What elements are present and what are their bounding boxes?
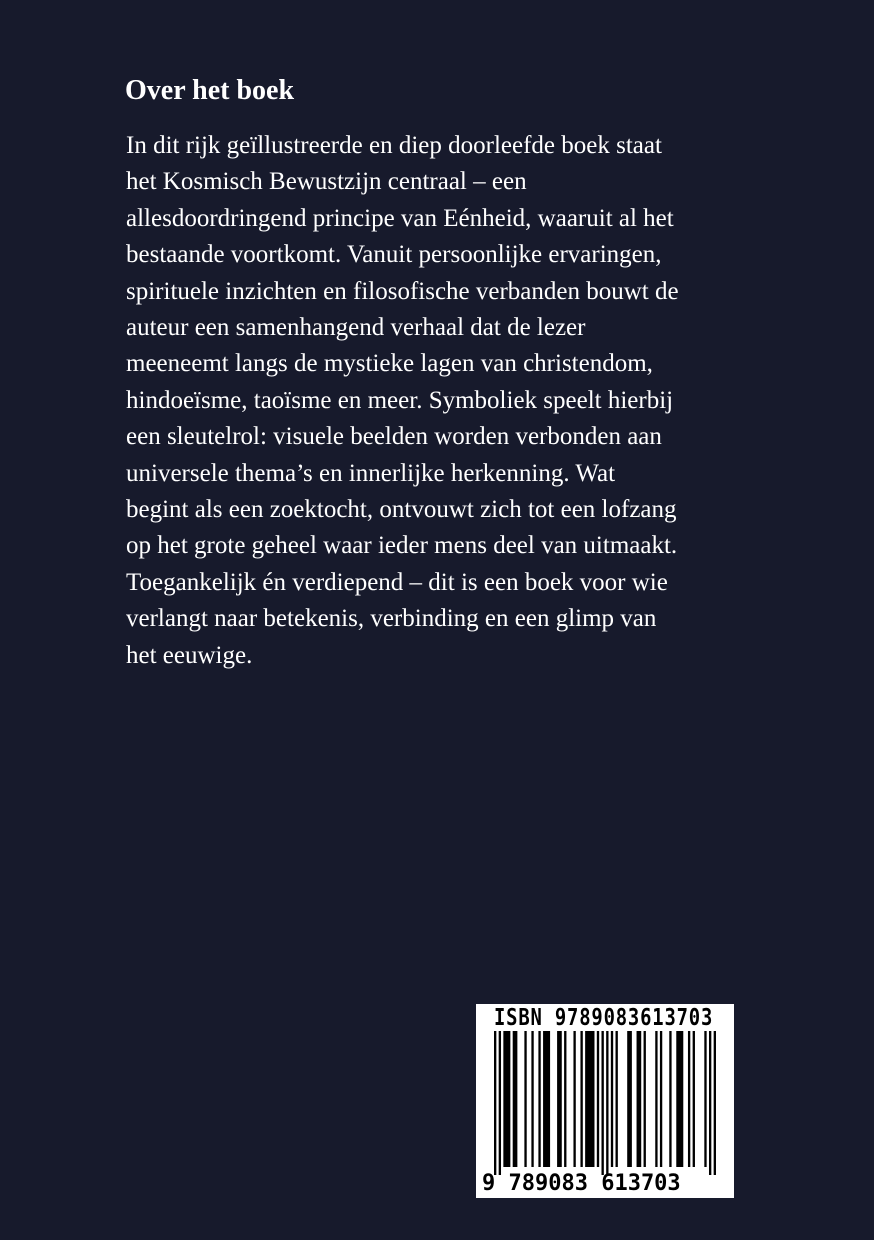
description-line: universele thema’s en innerlijke herkenning. Wat [126, 459, 616, 487]
barcode-bar [494, 1031, 496, 1175]
barcode-bar [714, 1031, 716, 1175]
description-line: auteur een samenhangend verhaal dat de lezer [126, 314, 586, 342]
description-line: meeneemt langs de mystieke lagen van christendom, [126, 350, 653, 378]
barcode-bar [564, 1031, 566, 1167]
barcode-bar [513, 1031, 518, 1167]
barcode-bar [580, 1031, 582, 1167]
isbn-label: ISBN 9789083613703 [494, 1005, 714, 1031]
description-line: verlangt naar betekenis, verbinding en een glimp van [126, 605, 657, 633]
description-line: spirituele inzichten en filosofische verbanden bouwt de [126, 277, 679, 305]
description-line: begint als een zoektocht, ontvouwt zich tot een lofzang [126, 496, 677, 524]
barcode-bars [494, 1031, 716, 1175]
barcode-bar [557, 1031, 562, 1167]
description-line: een sleutelrol: visuele beelden worden verbonden aan [126, 423, 662, 451]
barcode-bar [644, 1031, 646, 1167]
barcode-bar [543, 1031, 550, 1167]
barcode-bar [669, 1031, 671, 1167]
barcode-bar [499, 1031, 501, 1175]
barcode-bar [660, 1031, 662, 1167]
barcode-bar [585, 1031, 594, 1167]
barcode-bar [637, 1031, 642, 1167]
barcode-bar [611, 1031, 613, 1167]
barcode-bar [601, 1031, 603, 1175]
barcode-bar [503, 1031, 510, 1167]
barcode-bar [693, 1031, 695, 1167]
description-line: allesdoordringend principe van Eénheid, waaruit al het [126, 204, 674, 232]
barcode-bar [704, 1031, 706, 1167]
isbn-barcode [476, 1004, 734, 1198]
barcode-bar [709, 1031, 711, 1175]
barcode-bar [524, 1031, 526, 1167]
description-line: het Kosmisch Bewustzijn centraal – een [126, 168, 527, 196]
barcode-bar [688, 1031, 690, 1167]
barcode-bar [538, 1031, 540, 1167]
description-line: In dit rijk geïllustreerde en diep doorleefde boek staat [126, 132, 662, 159]
description-line: hindoeïsme, taoïsme en meer. Symboliek speelt hierbij [126, 386, 674, 414]
barcode-bar [616, 1031, 618, 1167]
book-description [126, 128, 679, 674]
barcode-bar [676, 1031, 683, 1167]
description-line: het eeuwige. [126, 641, 253, 669]
description-line: Toegankelijk én verdiepend – dit is een boek voor wie [126, 568, 668, 596]
barcode-bar [655, 1031, 657, 1167]
section-heading: Over het boek [125, 75, 295, 106]
barcode-bar [573, 1031, 575, 1167]
description-line: bestaande voortkomt. Vanuit persoonlijke ervaringen, [126, 241, 662, 269]
barcode-bar [627, 1031, 632, 1167]
barcode-bar [531, 1031, 533, 1167]
barcode-bar [597, 1031, 599, 1167]
barcode-digits: 9 789083 613703 [482, 1171, 681, 1196]
barcode-bar [606, 1031, 608, 1175]
description-line: op het grote geheel waar ieder mens deel van uitmaakt. [126, 532, 678, 560]
